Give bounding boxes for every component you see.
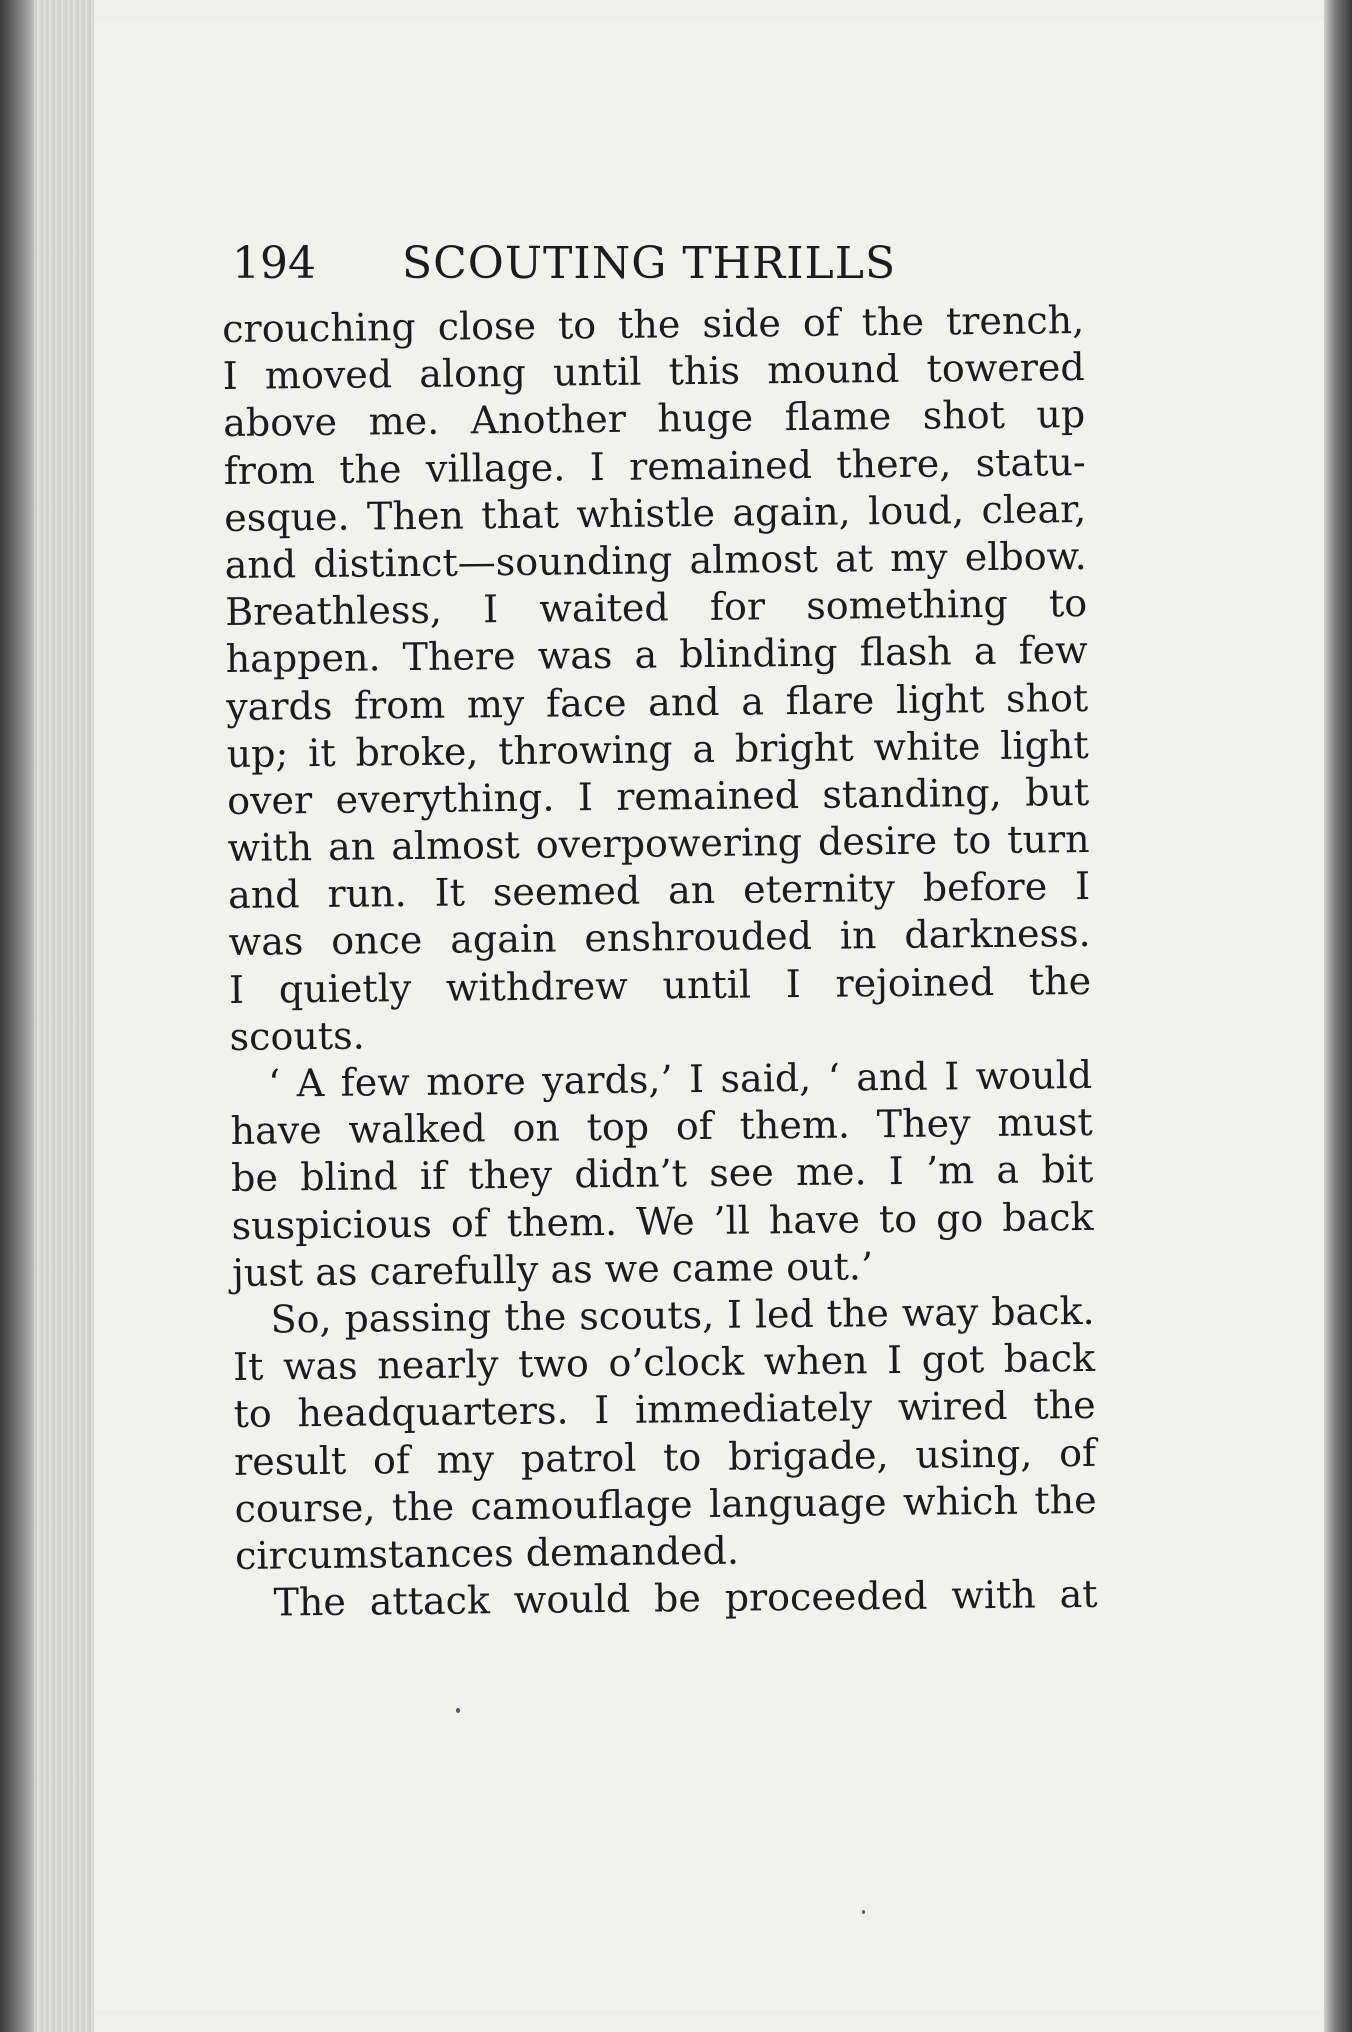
text-line: scouts. — [229, 1013, 365, 1059]
page-header — [232, 238, 1012, 289]
page-number: 194 — [232, 238, 316, 289]
text-line: over everything. I remained standing, but — [226, 769, 1090, 823]
text-line: up; it broke, throwing a bright white light — [226, 722, 1089, 776]
text-line: yards from my face and a flare light shot — [225, 675, 1089, 729]
text-line: to headquarters. I immediately wired the — [233, 1383, 1096, 1437]
text-line: The attack would be proceeded with at — [273, 1571, 1098, 1625]
text-line: suspicious of them. We ’ll have to go back — [231, 1194, 1094, 1248]
body-text — [222, 297, 1098, 1627]
text-line: I moved along until this mound towered — [222, 345, 1085, 399]
ink-speck — [862, 1910, 865, 1914]
text-line: ‘ A few more yards,’ I said, ‘ and I would — [267, 1052, 1093, 1106]
text-line: and distinct—sounding almost at my elbow. — [224, 533, 1087, 587]
text-line: be blind if they didn’t see me. I ’m a bit — [230, 1147, 1094, 1201]
text-line: just as carefully as we came out.’ — [231, 1243, 874, 1295]
text-line: above me. Another huge flame shot up — [222, 392, 1086, 446]
text-line: esque. Then that whistle again, loud, clear, — [223, 486, 1087, 540]
text-line: So, passing the scouts, I led the way back. — [270, 1288, 1095, 1342]
text-line: with an almost overpowering desire to turn — [227, 817, 1090, 871]
text-line: happen. There was a blinding flash a few — [225, 628, 1088, 682]
text-line: It was nearly two o’clock when I got back — [232, 1336, 1096, 1390]
text-line: from the village. I remained there, statu- — [223, 439, 1086, 493]
text-line: and run. It seemed an eternity before I — [227, 864, 1091, 918]
text-line: have walked on top of them. They must — [230, 1100, 1093, 1154]
book-edge-shadow — [1324, 0, 1352, 2032]
text-line: course, the camouflage language which the — [234, 1477, 1097, 1531]
ink-speck — [456, 1708, 460, 1713]
running-title: SCOUTING THRILLS — [402, 238, 897, 289]
text-line: I quietly withdrew until I rejoined the — [228, 958, 1092, 1012]
text-line: was once again enshrouded in darkness. — [228, 911, 1091, 965]
book-spine-shadow — [0, 0, 34, 2032]
text-line: circumstances demanded. — [234, 1528, 740, 1578]
text-line: crouching close to the side of the trench, — [222, 297, 1085, 351]
text-line: result of my patrol to brigade, using, of — [233, 1430, 1097, 1484]
page-edges — [34, 0, 94, 2032]
text-line: Breathless, I waited for something to — [224, 581, 1088, 635]
